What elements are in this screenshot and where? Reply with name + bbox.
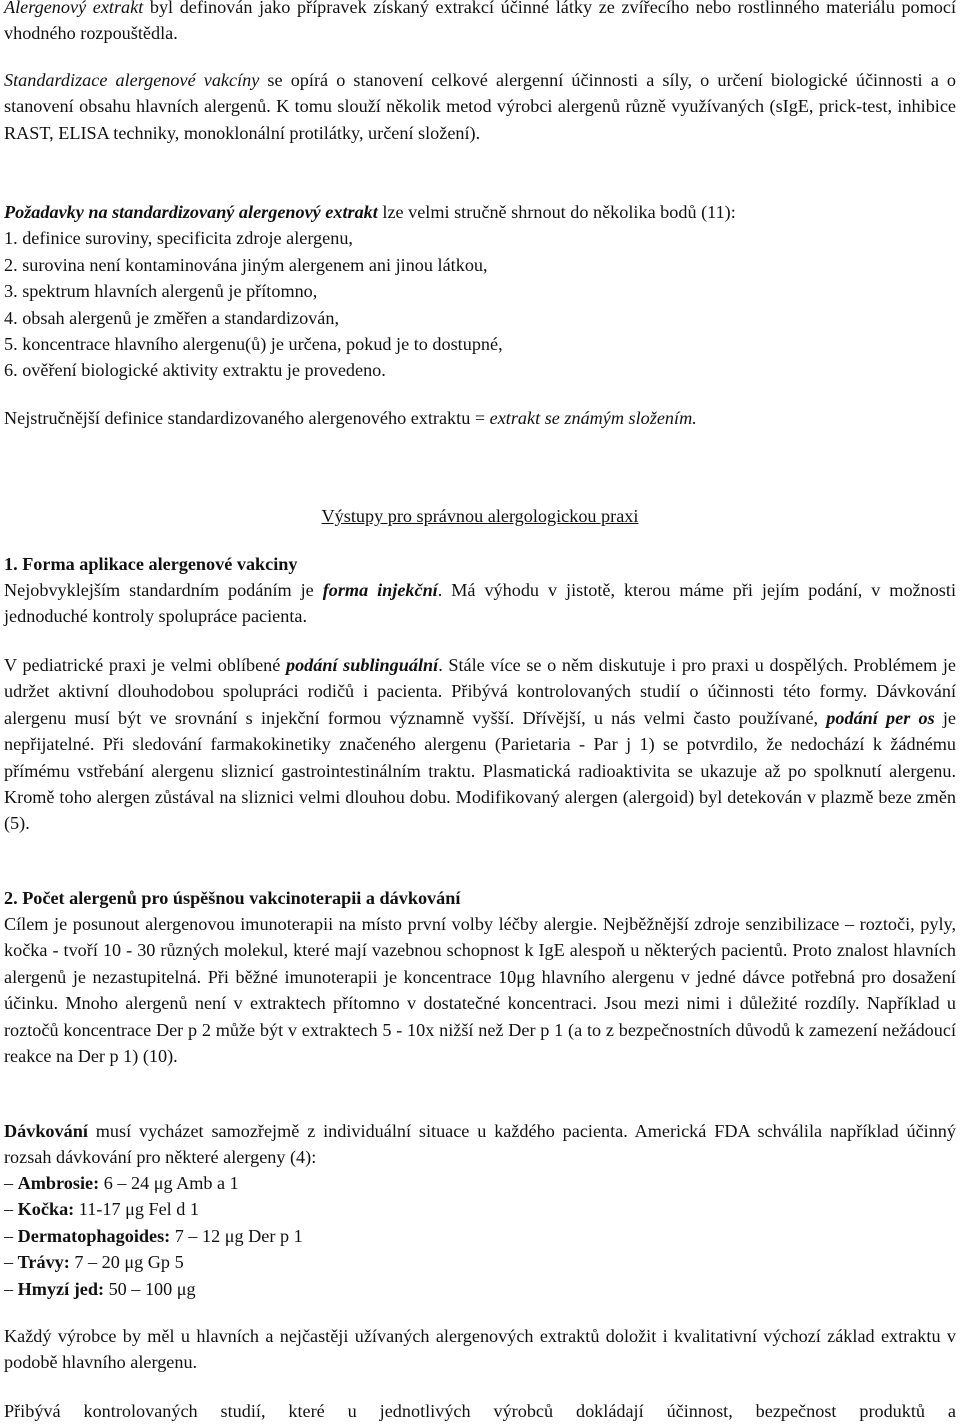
dosage-list xyxy=(4,1170,956,1302)
requirements-block xyxy=(4,199,956,384)
heading-allergen-count: 2. Počet alergenů pro úspěšnou vakcinoterapii a dávkování xyxy=(4,888,461,908)
paragraph-allergen-count: Cílem je posunout alergenovou imunoterapii na místo první volby léčby alergie. Nejběžnější zdroje senzibilizace – roztoči, pyly, kočka - tvoří 10 - 30 různých molekul, které mají vazebnou schopnost k IgE alespoň u některých pacientů. Proto znalost hlavních alergenů je nezastupitelná. Při běžné imunoterapii je koncentrace 10μg hlavního alergenu v jedné dávce potřebná pro dosažení účinku. Mnoho alergenů není v extraktech přítomno v dostatečné koncentraci. Jsou mezi nimi i důležité rozdíly. Například u roztočů koncentrace Der p 2 může být v extraktech 5 - 10x nižší než Der p 1 (a to z bezpečnostních důvodů k zamezení nežádoucí reakce na Der p 1) (10). xyxy=(4,914,956,1067)
requirement-item: 3. spektrum hlavních alergenů je přítomno, xyxy=(4,281,318,302)
dosage-item: – Hmyzí jed: 50 – 100 μg xyxy=(4,1278,196,1299)
dosage-item: – Ambrosie: 6 – 24 μg Amb a 1 xyxy=(4,1173,239,1193)
heading-application-form: 1. Forma aplikace alergenové vakciny xyxy=(4,554,298,574)
paragraph-allergen-extract-definition: Alergenový extrakt byl definován jako přípravek získaný extrakcí účinné látky ze zvířecího nebo rostlinného materiálu pomocí vhodného rozpouštědla. xyxy=(4,0,956,47)
term-standardization: Standardizace alergenové vakcíny xyxy=(4,70,260,90)
paragraph-producer-basis: Každý výrobce by měl u hlavních a nejčastěji užívaných alergenových extraktů doložit i kvalitativní výchozí základ extraktu v podobě hlavního alergenu. xyxy=(4,1326,956,1373)
dosage-item: – Dermatophagoides: 7 – 12 μg Der p 1 xyxy=(4,1225,303,1246)
requirement-item: 2. surovina není kontaminována jiným alergenem ani jinou látkou, xyxy=(4,254,488,275)
paragraph-standardization: Standardizace alergenové vakcíny se opírá o stanovení celkové alergenní účinnosti a síly, o určení biologické účinnosti a o stanovení obsahu hlavních alergenů. K tomu slouží několik metod výrobci alergenů různě využívaných (sIgE, prick-test, inhibice RAST, ELISA techniky, monoklonální protilátky, určení složení). xyxy=(4,70,956,143)
term-allergen-extract: Alergenový extrakt xyxy=(4,0,144,17)
requirement-item: 1. definice suroviny, specificita zdroje alergenu, xyxy=(4,228,353,249)
section-title: Výstupy pro správnou alergologickou praxi xyxy=(321,506,639,526)
paragraph-sublingual: V pediatrické praxi je velmi oblíbené podání sublinguální. Stále více se o něm diskutuje i pro praxi u dospělých. Problémem je udržet aktivní dlouhodobou spolupráci rodičů i pacienta. Přibývá kontrolovaných studií o účinnosti této formy. Dávkování alergenu musí být ve srovnání s injekční formou významně vyšší. Dřívější, u nás velmi často používané, podání per os je nepřijatelné. Při sledování farmakokinetiky značeného alergenu (Parietaria - Par j 1) se potvrdilo, že nedochází k žádnému přímému vstřebání alergenu sliznicí gastrointestinálním traktu. Plasmatická radioaktivita se ukazuje až po spolknutí alergenu. Kromě toho alergen zůstával na sliznici velmi dlouhou dobu. Modifikovaný alergen (alergoid) byl detekován v plazmě beze změn (5). xyxy=(4,655,956,834)
requirement-item: 5. koncentrace hlavního alergenu(ů) je určena, pokud je to dostupné, xyxy=(4,334,503,355)
requirement-item: 6. ověření biologické aktivity extraktu je provedeno. xyxy=(4,360,386,381)
paragraph-shortest-definition: Nejstručnější definice standardizovaného alergenového extraktu = extrakt se známým složením. xyxy=(4,408,697,428)
paragraph-injection-form: Nejobvyklejším standardním podáním je forma injekční. Má výhodu v jistotě, kterou máme při jejím podání, v možnosti jednoduché kontroly spolupráce pacienta. xyxy=(4,580,956,627)
dosage-item: – Trávy: 7 – 20 μg Gp 5 xyxy=(4,1252,184,1273)
requirement-item: 4. obsah alergenů je změřen a standardizován, xyxy=(4,307,339,328)
paragraph-dosage: Dávkování musí vycházet samozřejmě z individuální situace u každého pacienta. Americká FDA schválila například účinný rozsah dávkování pro některé alergeny (4): xyxy=(4,1121,956,1168)
dosage-item: – Kočka: 11-17 μg Fel d 1 xyxy=(4,1199,199,1220)
paragraph-controlled-studies: Přibývá kontrolovaných studií, které u jednotlivých výrobců dokládají účinnost, bezpečnost produktů a xyxy=(4,1401,956,1421)
term-requirements: Požadavky na standardizovaný alergenový extrakt xyxy=(4,202,378,222)
requirements-intro: Požadavky na standardizovaný alergenový extrakt lze velmi stručně shrnout do několika bodů (11): xyxy=(4,202,736,222)
